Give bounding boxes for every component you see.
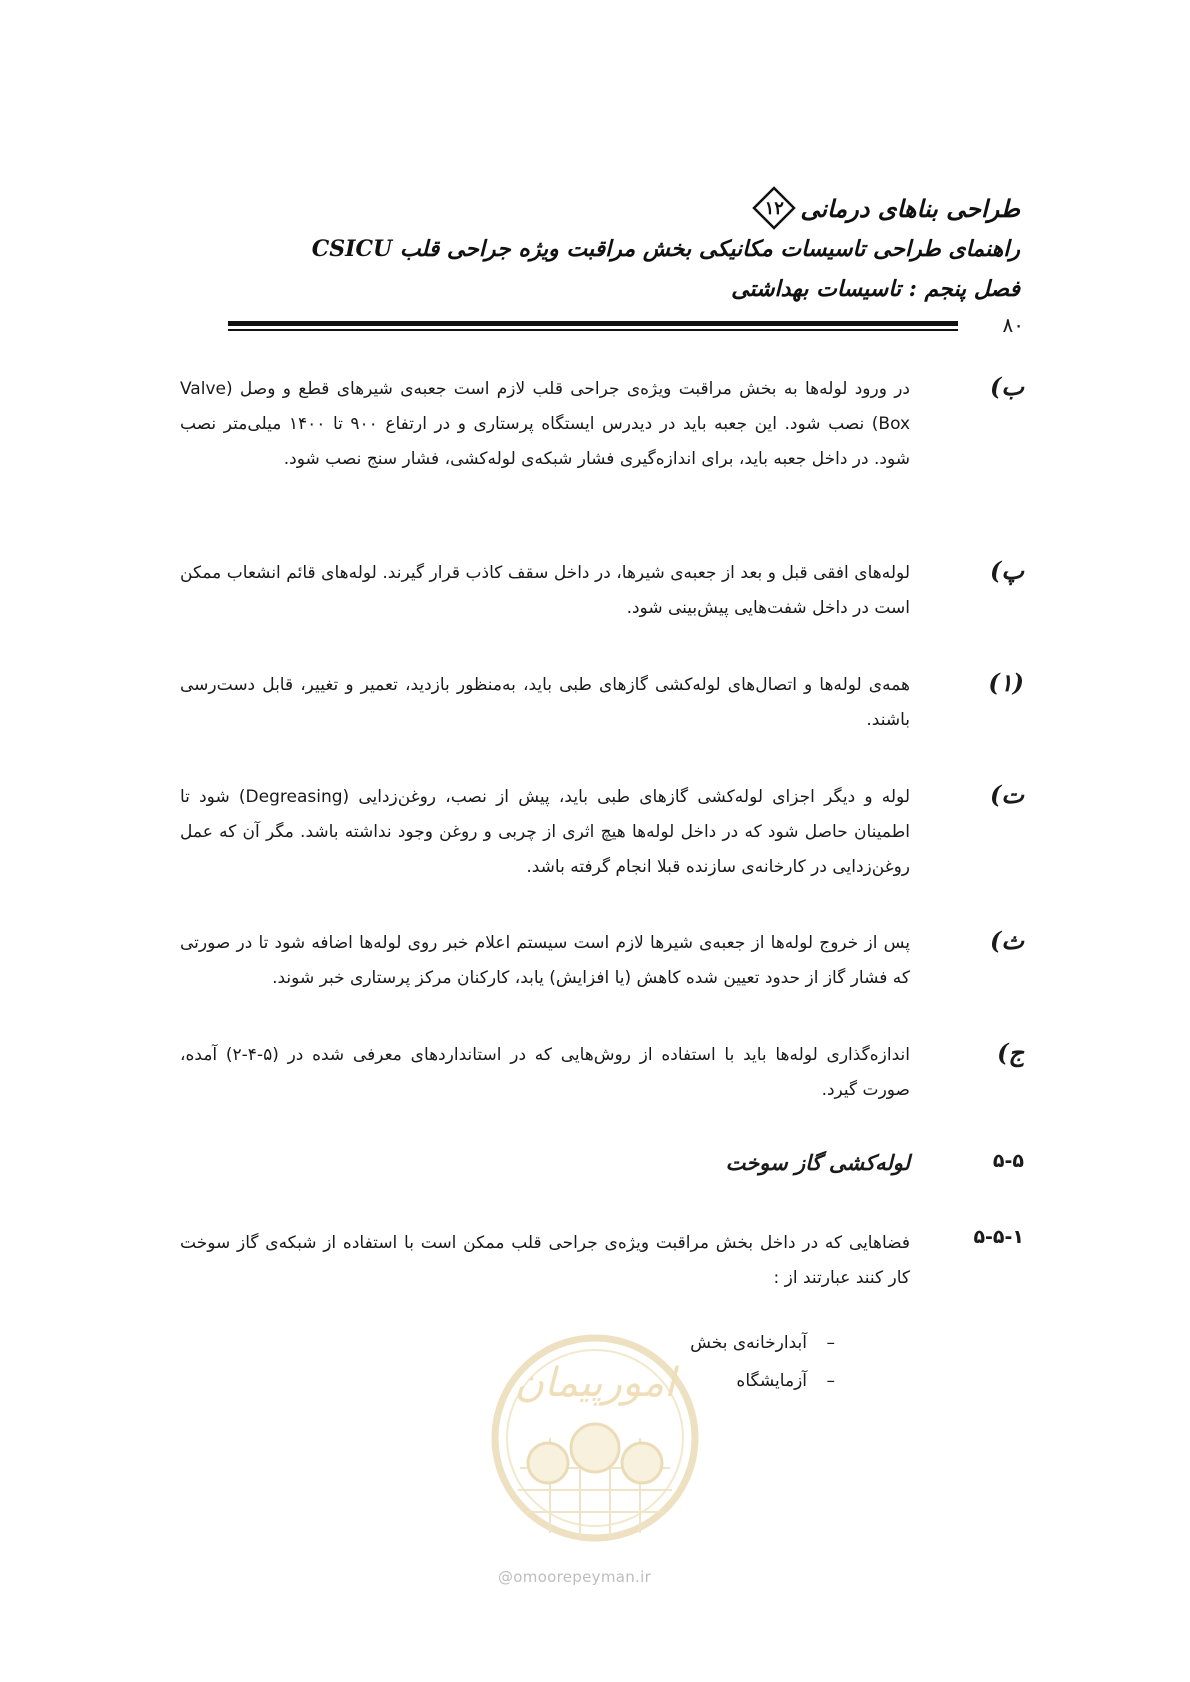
item-text: در ورود لوله‌ها به بخش مراقبت ویژه‌ی جراحی قلب لازم است جعبه‌ی شیرهای قطع و وصل (Valve Box) نصب شود. این جعبه باید در دیدرس ایستگاه پرستاری و در ارتفاع ۹۰۰ تا ۱۴۰۰ میلی‌متر نصب شود. در داخل جعبه باید، برای اندازه‌گیری فشار شبکه‌ی لوله‌کشی، فشار سنج نصب شود. [180,379,911,469]
watermark-seal-logo [490,1318,700,1558]
chapter-title: فصل پنجم : تاسیسات بهداشتی [731,276,1020,302]
item-marker: ب) [990,372,1024,401]
item-text: همه‌ی لوله‌ها و اتصال‌های لوله‌کشی گازهای طبی باید، به‌منظور بازدید، تعمیر و تغییر، قابل دست‌رسی باشند. [180,675,910,730]
bullet-text: آزمایشگاه [736,1371,807,1391]
guide-title: راهنمای طراحی تاسیسات مکانیکی بخش مراقبت ویژه جراحی قلب CSICU [311,236,1020,262]
bullet-dash: – [826,1371,835,1391]
bullet-dash: – [826,1333,835,1353]
item-marker: ت) [990,780,1024,809]
bullet-text: آبدارخانه‌ی بخش [690,1333,807,1353]
page-number: ۸۰ [1002,313,1024,337]
bullet-item [690,1333,835,1353]
header-rule-thick [228,321,958,326]
list-item [180,372,1024,477]
series-title: طراحی بناهای درمانی [800,193,1020,223]
series-title-line [752,186,1020,230]
section-number: ۵-۵ [992,1150,1024,1172]
header-rule-thin [228,329,958,331]
subsection [180,1226,1024,1296]
subsection-text: فضاهایی که در داخل بخش مراقبت ویژه‌ی جراحی قلب ممکن است با استفاده از شبکه‌ی گاز سوخت کار کنند عبارتند از : [180,1233,910,1288]
section-title: لوله‌کشی گاز سوخت [725,1150,910,1175]
item-text: لوله‌های افقی قبل و بعد از جعبه‌ی شیرها، در داخل سقف کاذب قرار گیرند. لوله‌های قائم انشعاب ممکن است در داخل شفت‌هایی پیش‌بینی شود. [180,563,910,618]
item-text: لوله و دیگر اجزای لوله‌کشی گازهای طبی باید، پیش از نصب، روغن‌زدایی (Degreasing) شود تا اطمینان حاصل شود که در داخل لوله‌ها هیچ اثری از چربی و روغن وجود نداشته باشد. مگر آن که عمل روغن‌زدایی در کارخانه‌ی سازنده قبلا انجام گرفته باشد. [180,787,910,877]
section-heading [726,1150,1024,1175]
list-item [180,780,1024,885]
item-text: پس از خروج لوله‌ها از جعبه‌ی شیرها لازم است سیستم اعلام خبر روی لوله‌ها اضافه شود تا در صورتی که فشار گاز از حدود تعیین شده کاهش (یا افزایش) یابد، کارکنان مرکز پرستاری خبر شوند. [180,933,910,988]
item-marker: پ) [990,556,1024,585]
svg-text:امورپیمان: امورپیمان [514,1360,676,1406]
list-item [180,926,1024,996]
watermark-url: @omoorepeyman.ir [498,1568,652,1586]
list-item [180,668,1024,738]
item-text: اندازه‌گذاری لوله‌ها باید با استفاده از روش‌هایی که در استانداردهای معرفی شده در (۵-۴-۲) آمده، صورت گیرد. [180,1045,910,1100]
series-number: ۱۲ [764,197,784,219]
item-marker: ث) [990,926,1024,955]
item-marker: ج) [997,1038,1024,1067]
list-item [180,556,1024,626]
list-item [180,1038,1024,1108]
bullet-item [736,1371,835,1391]
series-number-diamond [752,186,796,230]
subsection-number: ۵-۵-۱ [973,1226,1024,1248]
item-marker: (۱) [988,668,1024,697]
